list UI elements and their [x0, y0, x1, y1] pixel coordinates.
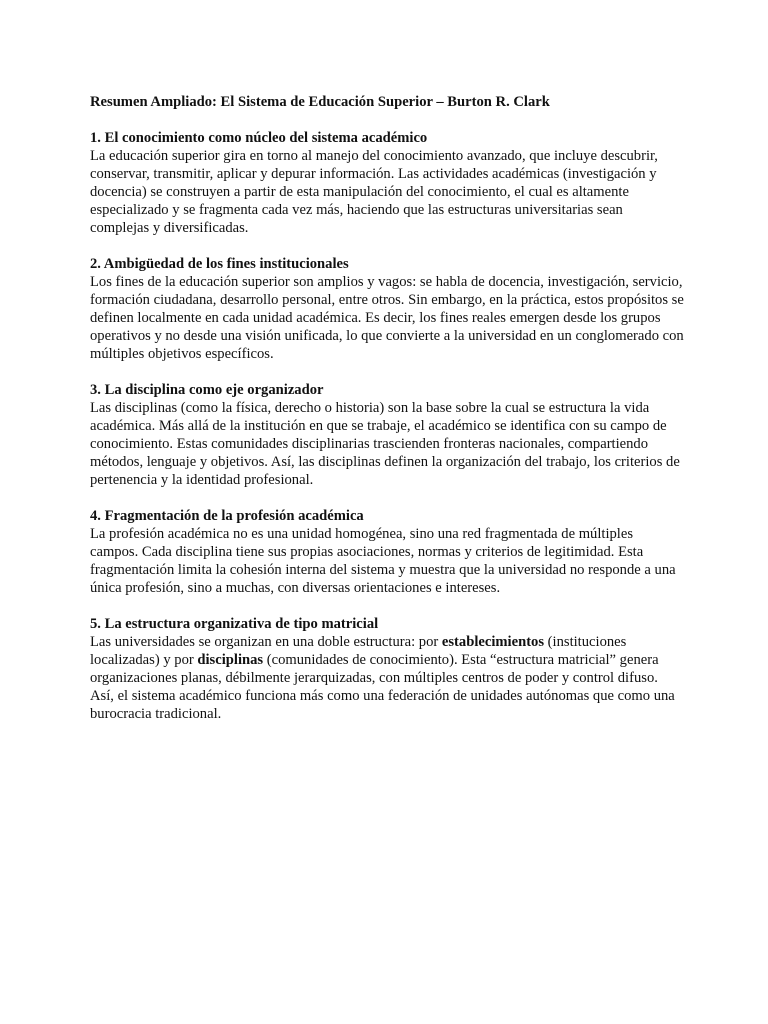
section-3	[90, 381, 684, 489]
body-text: (instituciones localizadas) y por	[90, 634, 627, 668]
section-heading: 5. La estructura organizativa de tipo matricial	[90, 616, 379, 632]
document-title: Resumen Ampliado: El Sistema de Educación Superior – Burton R. Clark	[90, 94, 550, 110]
section-heading: 3. La disciplina como eje organizador	[90, 382, 324, 398]
section-4	[90, 507, 684, 597]
section-2	[90, 255, 684, 363]
section-heading: 4. Fragmentación de la profesión académica	[90, 508, 364, 524]
section-body: La educación superior gira en torno al manejo del conocimiento avanzado, que incluye descubrir, conservar, transmitir, aplicar y depurar información. Las actividades académicas (investigación y docencia) se construyen a partir de esta manipulación del conocimiento, el cual es altamente especializado y se fragmenta cada vez más, haciendo que las estructuras universitarias sean complejas y diversificadas.	[90, 148, 658, 236]
section-heading: 1. El conocimiento como núcleo del sistema académico	[90, 130, 428, 146]
section-5	[90, 615, 684, 723]
body-text: Las universidades se organizan en una doble estructura: por	[90, 634, 442, 650]
section-heading: 2. Ambigüedad de los fines institucionales	[90, 256, 349, 272]
document-page	[90, 93, 684, 741]
bold-term-disciplinas: disciplinas	[197, 652, 264, 668]
section-body: La profesión académica no es una unidad homogénea, sino una red fragmentada de múltiples campos. Cada disciplina tiene sus propias asociaciones, normas y criterios de legitimidad. Esta fragmentación limita la cohesión interna del sistema y muestra que la universidad no responde a una única profesión, sino a muchas, con diversas orientaciones e intereses.	[90, 526, 676, 596]
body-text: (comunidades de conocimiento). Esta “estructura matricial” genera organizaciones planas, débilmente jerarquizadas, con múltiples centros de poder y control difuso. Así, el sistema académico funciona más como una federación de unidades autónomas que como una burocracia tradicional.	[90, 652, 675, 722]
section-1	[90, 129, 684, 237]
bold-term-establecimientos: establecimientos	[441, 634, 545, 650]
section-body	[90, 633, 684, 723]
section-body: Los fines de la educación superior son amplios y vagos: se habla de docencia, investigación, servicio, formación ciudadana, desarrollo personal, entre otros. Sin embargo, en la práctica, estos propósitos se definen localmente en cada unidad académica. Es decir, los fines reales emergen desde los grupos operativos y no desde una visión unificada, lo que convierte a la universidad en un conglomerado con múltiples objetivos específicos.	[90, 274, 684, 362]
section-body: Las disciplinas (como la física, derecho o historia) son la base sobre la cual se estructura la vida académica. Más allá de la institución en que se trabaje, el académico se identifica con su campo de conocimiento. Estas comunidades disciplinarias trascienden fronteras nacionales, compartiendo métodos, lenguaje y objetivos. Así, las disciplinas definen la organización del trabajo, los criterios de pertenencia y la identidad profesional.	[90, 400, 680, 488]
